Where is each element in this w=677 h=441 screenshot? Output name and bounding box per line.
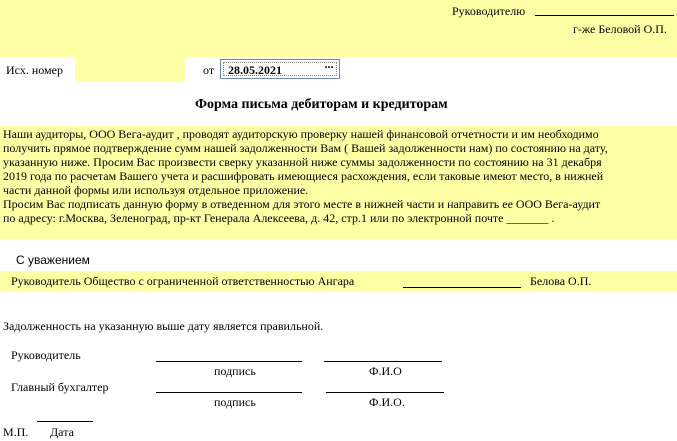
- sign-head-signature-line[interactable]: [156, 361, 302, 362]
- confirmation-text: Задолженность на указанную выше дату является правильной.: [3, 319, 324, 333]
- out-number-field[interactable]: [75, 57, 185, 82]
- header-head-signature-line: [535, 15, 674, 16]
- body-paragraph: [3, 127, 675, 225]
- sign-head-fio-caption: Ф.И.О: [369, 364, 402, 378]
- regards-background: [0, 239, 677, 271]
- footer-date: Дата: [50, 425, 74, 439]
- header-head-label: Руководителю: [452, 4, 526, 18]
- date-value: 28.05.2021: [228, 63, 282, 77]
- sender-signature-line: [403, 287, 521, 288]
- sign-head-fio-line[interactable]: [324, 361, 442, 362]
- body-line: 2019 года по расчетам Вашего учета и расшифровать имеющиеся расхождения, если таковые имеют место, в нижней: [3, 169, 604, 183]
- sign-accountant-label: Главный бухгалтер: [11, 380, 109, 394]
- regards-text: С уважением: [16, 253, 90, 267]
- footer-stamp: М.П.: [3, 425, 29, 439]
- confirmation-background: [0, 292, 677, 441]
- body-line: Наши аудиторы, ООО Вега-аудит , проводят аудиторскую проверку нашей финансовой отчетности и им необходимо: [3, 127, 599, 141]
- sender-name: Белова О.П.: [530, 274, 592, 288]
- sign-accountant-signature-line[interactable]: [156, 392, 302, 393]
- header-head-name: г-же Беловой О.П.: [573, 22, 667, 36]
- sign-head-sign-caption: подпись: [214, 364, 256, 378]
- date-picker-button[interactable]: ···: [323, 60, 333, 74]
- sender-label: Руководитель Общество с ограниченной ответственностью Ангара: [11, 274, 355, 288]
- sign-accountant-fio-caption: Ф.И.О.: [369, 395, 405, 409]
- body-line: указанную ниже. Просим Вас произвести сверку указанной ниже суммы задолженности по состоянию на 31 декабря: [3, 155, 602, 169]
- form-title: Форма письма дебиторам и кредиторам: [195, 97, 448, 112]
- body-line: по адресу: г.Москва, Зеленоград, пр-кт Генерала Алексеева, д. 42, стр.1 или по электронной почте _______ .: [3, 211, 555, 225]
- date-picker-field[interactable]: [220, 59, 340, 79]
- date-from-label: от: [203, 63, 215, 77]
- body-line: части данной формы или используя отдельное приложение.: [3, 183, 309, 197]
- out-number-label: Исх. номер: [6, 63, 63, 77]
- sign-accountant-sign-caption: подпись: [214, 395, 256, 409]
- body-line: получить прямое подтверждение сумм нашей задолженности Вам ( Вашей задолженности нам) по состоянию на дату,: [3, 141, 608, 155]
- sign-head-label: Руководитель: [11, 348, 81, 362]
- footer-date-line[interactable]: [37, 421, 93, 422]
- body-line: Просим Вас подписать данную форму в отведенном для этого месте в нижней части и направить ее ООО Вега-аудит: [3, 197, 601, 211]
- sign-accountant-fio-line[interactable]: [326, 392, 444, 393]
